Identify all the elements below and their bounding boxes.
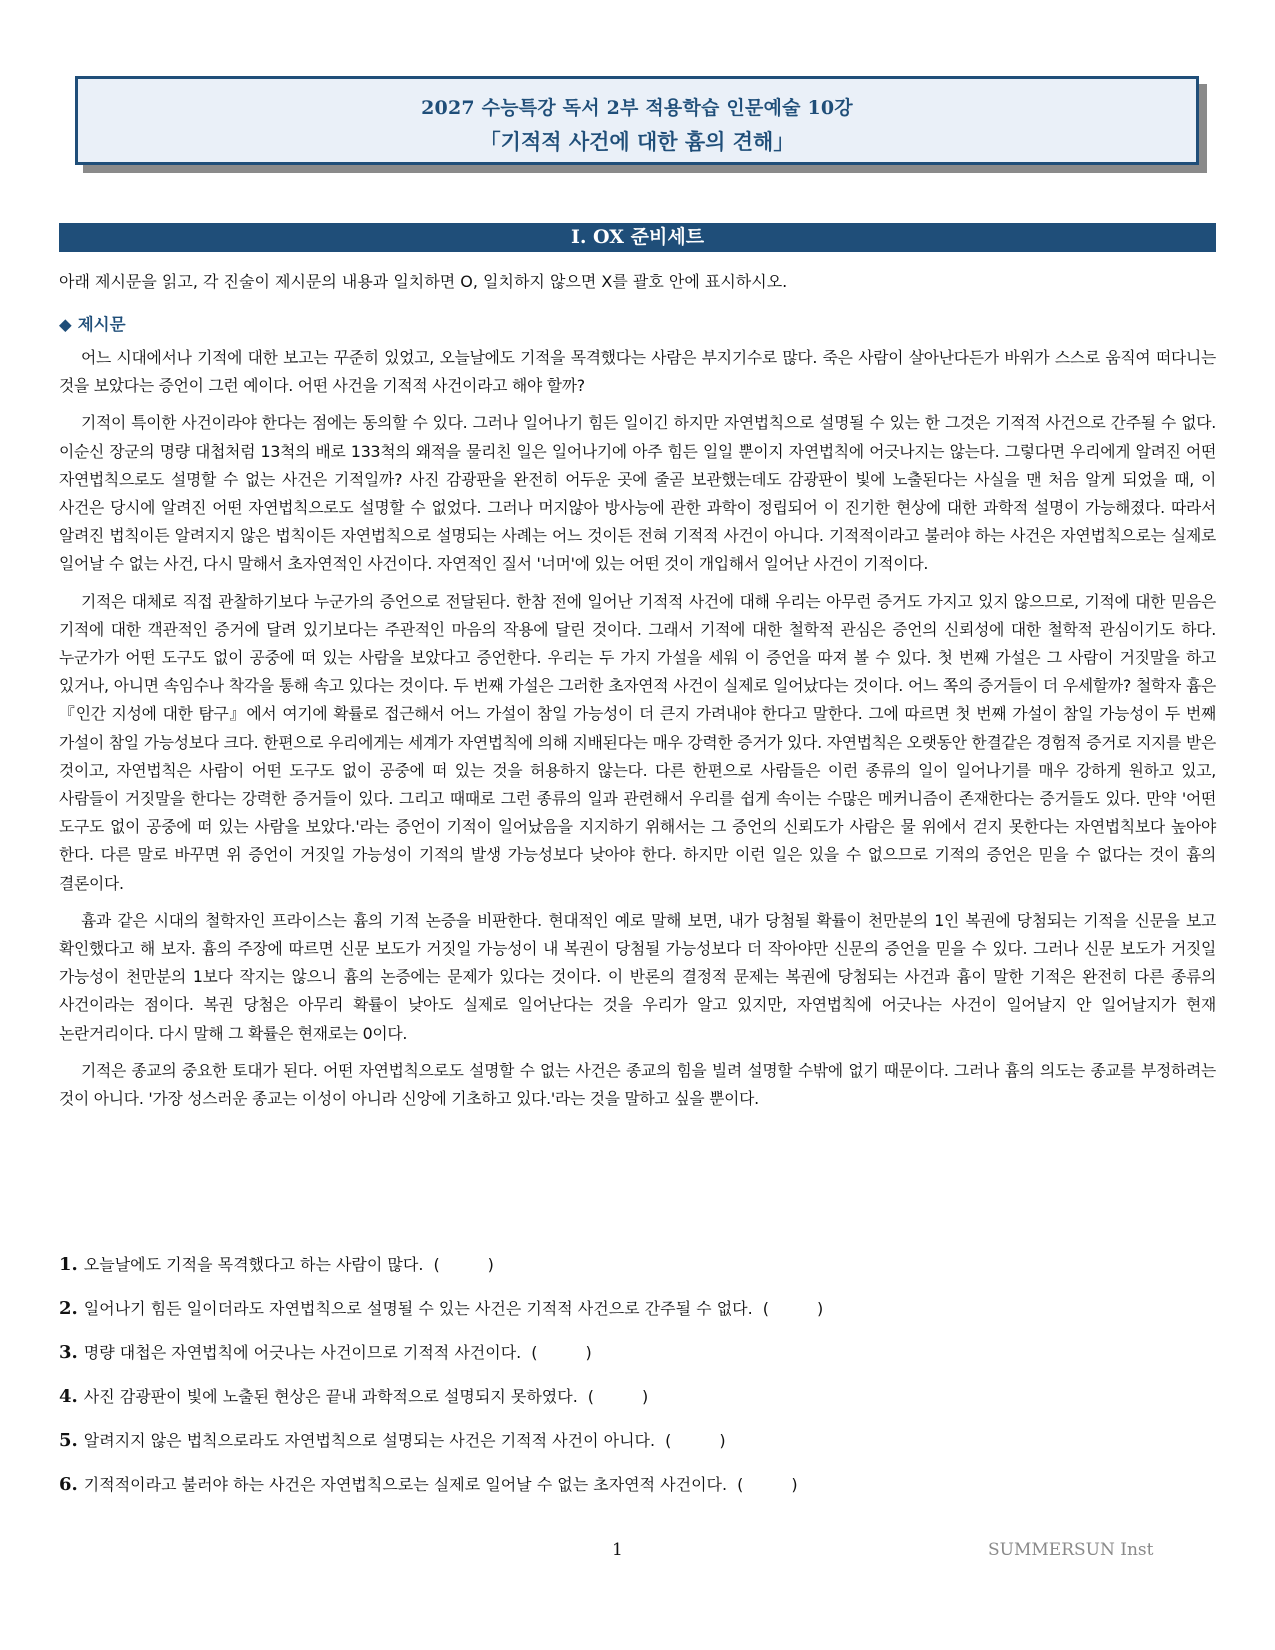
section-heading: I. OX 준비세트: [59, 223, 1216, 252]
question-text: 명량 대첩은 자연법칙에 어긋나는 사건이므로 기적적 사건이다.: [83, 1343, 522, 1362]
passage-paragraph: 흄과 같은 시대의 철학자인 프라이스는 흄의 기적 논증을 비판한다. 현대적인 예로 말해 보면, 내가 당첨될 확률이 천만분의 1인 복권에 당첨되는 기적을 신문을 보고 확인했다고 해 보자. 흄의 주장에 따르면 신문 보도가 거짓일 가능성이 내 복권이 당첨될 가능성보다 더 작아야만 신문의 증언을 믿을 수 있다. 그러나 신문 보도가 거짓일 가능성이 천만분의 1보다 작지는 않으니 흄의 논증에는 문제가 있다는 것이다. 이 반론의 결정적 문제는 복권에 당첨되는 사건과 흄이 말한 기적은 완전히 다른 종류의 사건이라는 점이다. 복권 당첨은 아무리 확률이 낮아도 실제로 일어난다는 것을 우리가 알고 있지만, 자연법칙에 어긋나는 사건이 일어날지 안 일어날지가 현재 논란거리이다. 다시 말해 그 확률은 현재로는 0이다.: [59, 910, 1216, 1043]
answer-blank[interactable]: ( ): [737, 1475, 798, 1494]
passage-heading-label: 제시문: [77, 315, 126, 334]
question-text: 오늘날에도 기적을 목격했다고 하는 사람이 많다.: [83, 1255, 424, 1274]
answer-blank[interactable]: ( ): [433, 1255, 494, 1274]
question-text: 기적적이라고 불러야 하는 사건은 자연법칙으로는 실제로 일어날 수 없는 초자연적 사건이다.: [83, 1475, 728, 1494]
answer-blank[interactable]: ( ): [665, 1431, 726, 1450]
answer-blank[interactable]: ( ): [531, 1343, 592, 1362]
answer-blank[interactable]: ( ): [762, 1299, 824, 1318]
question-item: [59, 1297, 1216, 1341]
page-number: 1: [612, 1540, 623, 1560]
passage-paragraph: 기적은 종교의 중요한 토대가 된다. 어떤 자연법칙으로도 설명할 수 없는 사건은 종교의 힘을 빌려 설명할 수밖에 없기 때문이다. 그러나 흄의 의도는 종교를 부정하려는 것이 아니다. '가장 성스러운 종교는 이성이 아니라 신앙에 기초하고 있다.'라는 것을 말하고 싶을 뿐이다.: [59, 1060, 1216, 1109]
question-item: [59, 1385, 1216, 1429]
passage-heading: [59, 311, 126, 335]
question-text: 일어나기 힘든 일이더라도 자연법칙으로 설명될 수 있는 사건은 기적적 사건으로 간주될 수 없다.: [83, 1299, 753, 1318]
question-text: 사진 감광판이 빛에 노출된 현상은 끝내 과학적으로 설명되지 못하였다.: [83, 1387, 578, 1406]
question-number: 4.: [59, 1386, 78, 1407]
question-number: 2.: [59, 1298, 78, 1319]
question-item: [59, 1341, 1216, 1385]
question-text: 알려지지 않은 법칙으로라도 자연법칙으로 설명되는 사건은 기적적 사건이 아니다.: [83, 1431, 656, 1450]
question-number: 6.: [59, 1474, 78, 1495]
question-item: [59, 1253, 1216, 1297]
instruction-text: 아래 제시문을 읽고, 각 진술이 제시문의 내용과 일치하면 O, 일치하지 않으면 X를 괄호 안에 표시하시오.: [59, 272, 788, 291]
answer-blank[interactable]: ( ): [587, 1387, 649, 1406]
passage: [59, 344, 1216, 1122]
passage-paragraph: 기적이 특이한 사건이라야 한다는 점에는 동의할 수 있다. 그러나 일어나기 힘든 일이긴 하지만 자연법칙으로 설명될 수 있는 한 그것은 기적적 사건으로 간주될 수 없다. 이순신 장군의 명량 대첩처럼 13척의 배로 133척의 왜적을 물리친 일은 일어나기에 아주 힘든 일일 뿐이지 자연법칙에 어긋나지는 않는다. 그렇다면 우리에게 알려진 어떤 자연법칙으로도 설명할 수 없는 사건은 기적일까? 사진 감광판을 완전히 어두운 곳에 줄곧 보관했는데도 감광판이 빛에 노출된다는 사실을 맨 처음 알게 되었을 때, 이 사건은 당시에 알려진 어떤 자연법칙으로도 설명할 수 없었다. 그러나 머지않아 방사능에 관한 과학이 정립되어 이 진기한 현상에 대한 과학적 설명이 가능해졌다. 따라서 알려진 법칙이든 알려지지 않은 법칙이든 자연법칙으로 설명되는 사례는 어느 것이든 전혀 기적적 사건이 아니다. 기적적이라고 불러야 하는 사건은 자연법칙으로는 실제로 일어날 수 없는 사건, 다시 말해서 초자연적인 사건이다. 자연적인 질서 '너머'에 있는 어떤 것이 개입해서 일어난 사건이 기적이다.: [59, 413, 1216, 574]
diamond-icon: ◆: [59, 315, 72, 334]
passage-paragraph: 어느 시대에서나 기적에 대한 보고는 꾸준히 있었고, 오늘날에도 기적을 목격했다는 사람은 부지기수로 많다. 죽은 사람이 살아난다든가 바위가 스스로 움직여 떠다니는 것을 보았다는 증언이 그런 예이다. 어떤 사건을 기적적 사건이라고 해야 할까?: [59, 348, 1216, 396]
question-number: 3.: [59, 1342, 78, 1363]
question-item: [59, 1473, 1216, 1517]
question-number: 5.: [59, 1430, 78, 1451]
footer-brand: SUMMERSUN Inst: [988, 1540, 1154, 1560]
document-subtitle: 2027 수능특강 독서 2부 적용학습 인문예술 10강: [421, 97, 853, 119]
question-list: [59, 1253, 1216, 1517]
document-title: 「기적적 사건에 대한 흄의 견해」: [479, 130, 795, 154]
question-number: 1.: [59, 1254, 78, 1275]
passage-paragraph: 기적은 대체로 직접 관찰하기보다 누군가의 증언으로 전달된다. 한참 전에 일어난 기적적 사건에 대해 우리는 아무런 증거도 가지고 있지 않으므로, 기적에 대한 믿음은 기적에 대한 객관적인 증거에 달려 있기보다는 주관적인 마음의 작용에 달린 것이다. 그래서 기적에 대한 철학적 관심은 증언의 신뢰성에 대한 철학적 관심이기도 하다. 누군가가 어떤 도구도 없이 공중에 떠 있는 사람을 보았다고 증언한다. 우리는 두 가지 가설을 세워 이 증언을 따져 볼 수 있다. 첫 번째 가설은 그 사람이 거짓말을 하고 있거나, 아니면 속임수나 착각을 통해 속고 있다는 것이다. 두 번째 가설은 그러한 초자연적 사건이 실제로 일어났다는 것이다. 어느 쪽의 증거들이 더 우세할까? 철학자 흄은 『인간 지성에 대한 탐구』에서 여기에 확률로 접근해서 어느 가설이 참일 가능성이 더 큰지 가려내야 한다고 말한다. 그에 따르면 첫 번째 가설이 참일 가능성이 두 번째 가설이 참일 가능성보다 크다. 한편으로 우리에게는 세계가 자연법칙에 의해 지배된다는 매우 강력한 증거가 있다. 자연법칙은 오랫동안 한결같은 경험적 증거로 지지를 받은 것이고, 자연법칙은 사람이 어떤 도구도 없이 공중에 떠 있는 것을 허용하지 않는다. 다른 한편으로 사람들은 이런 종류의 일이 일어나기를 매우 강하게 원하고 있고, 사람들이 거짓말을 한다는 강력한 증거들이 있다. 그리고 때때로 그런 종류의 일과 관련해서 우리를 쉽게 속이는 수많은 메커니즘이 존재한다는 증거들도 있다. 만약 '어떤 도구도 없이 공중에 떠 있는 사람을 보았다.'라는 증언이 기적이 일어났음을 지지하기 위해서는 그 증언의 신뢰도가 사람은 물 위에서 걷지 못한다는 자연법칙보다 높아야 한다. 다른 말로 바꾸면 위 증언이 거짓일 가능성이 기적의 발생 가능성보다 낮아야 한다. 하지만 이런 일은 있을 수 없으므로 기적의 증언은 믿을 수 없다는 것이 흄의 결론이다.: [59, 591, 1216, 893]
title-box: [75, 76, 1199, 165]
question-item: [59, 1429, 1216, 1473]
